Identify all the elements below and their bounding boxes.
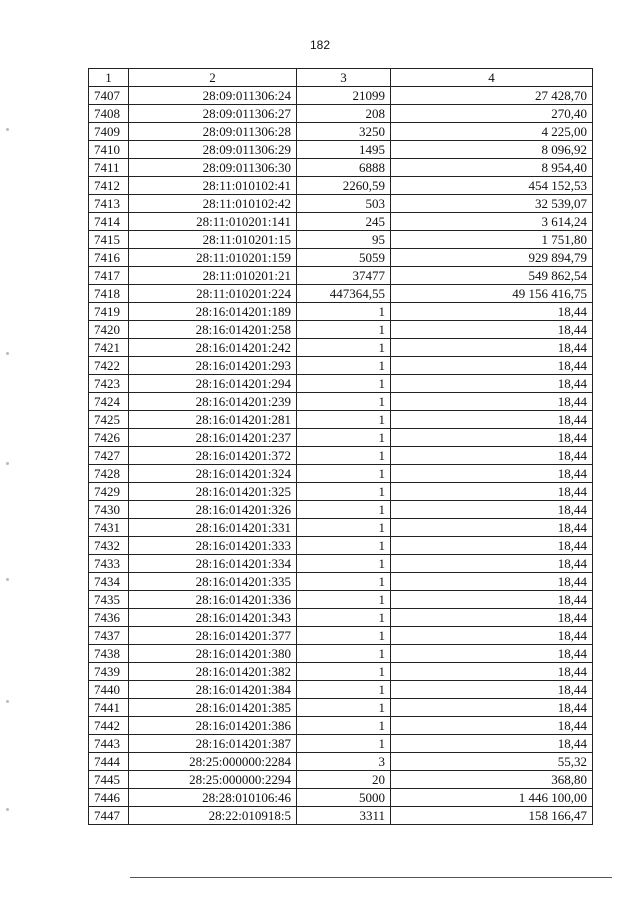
table-row: [89, 771, 593, 789]
row-number-cell: 7442: [89, 717, 129, 735]
area-cell: 1: [297, 483, 391, 501]
value-cell: 18,44: [391, 735, 593, 753]
row-number-cell: 7408: [89, 105, 129, 123]
area-cell: 1: [297, 447, 391, 465]
row-number-cell: 7434: [89, 573, 129, 591]
row-number-cell: 7424: [89, 393, 129, 411]
cadastral-number-cell: 28:16:014201:325: [129, 483, 297, 501]
value-cell: 929 894,79: [391, 249, 593, 267]
row-number-cell: 7433: [89, 555, 129, 573]
cadastral-number-cell: 28:16:014201:336: [129, 591, 297, 609]
cadastral-number-cell: 28:25:000000:2294: [129, 771, 297, 789]
table-row: [89, 537, 593, 555]
area-cell: 1: [297, 465, 391, 483]
cadastral-number-cell: 28:16:014201:331: [129, 519, 297, 537]
row-number-cell: 7426: [89, 429, 129, 447]
column-header: 2: [129, 69, 297, 87]
value-cell: 18,44: [391, 645, 593, 663]
value-cell: 18,44: [391, 555, 593, 573]
row-number-cell: 7416: [89, 249, 129, 267]
table-row: [89, 87, 593, 105]
area-cell: 5059: [297, 249, 391, 267]
cadastral-number-cell: 28:22:010918:5: [129, 807, 297, 825]
area-cell: 1495: [297, 141, 391, 159]
area-cell: 1: [297, 555, 391, 573]
table-row: [89, 753, 593, 771]
area-cell: 1: [297, 375, 391, 393]
table-header-row: [89, 69, 593, 87]
area-cell: 1: [297, 609, 391, 627]
value-cell: 368,80: [391, 771, 593, 789]
value-cell: 18,44: [391, 537, 593, 555]
cadastral-number-cell: 28:16:014201:326: [129, 501, 297, 519]
value-cell: 18,44: [391, 573, 593, 591]
value-cell: 18,44: [391, 429, 593, 447]
area-cell: 1: [297, 339, 391, 357]
table-row: [89, 663, 593, 681]
area-cell: 1: [297, 519, 391, 537]
cadastral-number-cell: 28:16:014201:384: [129, 681, 297, 699]
value-cell: 18,44: [391, 447, 593, 465]
area-cell: 1: [297, 393, 391, 411]
cadastral-number-cell: 28:11:010102:42: [129, 195, 297, 213]
row-number-cell: 7423: [89, 375, 129, 393]
table-row: [89, 231, 593, 249]
table-row: [89, 519, 593, 537]
value-cell: 18,44: [391, 375, 593, 393]
area-cell: 3311: [297, 807, 391, 825]
column-header: 4: [391, 69, 593, 87]
scan-speck: [6, 700, 9, 703]
row-number-cell: 7415: [89, 231, 129, 249]
table-row: [89, 807, 593, 825]
cadastral-number-cell: 28:25:000000:2284: [129, 753, 297, 771]
row-number-cell: 7436: [89, 609, 129, 627]
area-cell: 3: [297, 753, 391, 771]
area-cell: 1: [297, 537, 391, 555]
table-row: [89, 411, 593, 429]
value-cell: 18,44: [391, 627, 593, 645]
table-row: [89, 789, 593, 807]
area-cell: 1: [297, 501, 391, 519]
area-cell: 1: [297, 717, 391, 735]
table-row: [89, 645, 593, 663]
cadastral-number-cell: 28:16:014201:335: [129, 573, 297, 591]
cadastral-number-cell: 28:16:014201:380: [129, 645, 297, 663]
area-cell: 208: [297, 105, 391, 123]
row-number-cell: 7447: [89, 807, 129, 825]
area-cell: 5000: [297, 789, 391, 807]
bottom-rule: [130, 877, 612, 878]
row-number-cell: 7419: [89, 303, 129, 321]
value-cell: 8 096,92: [391, 141, 593, 159]
row-number-cell: 7446: [89, 789, 129, 807]
area-cell: 1: [297, 681, 391, 699]
table-row: [89, 285, 593, 303]
row-number-cell: 7421: [89, 339, 129, 357]
cadastral-number-cell: 28:09:011306:28: [129, 123, 297, 141]
cadastral-number-cell: 28:16:014201:372: [129, 447, 297, 465]
cadastral-number-cell: 28:11:010201:21: [129, 267, 297, 285]
area-cell: 245: [297, 213, 391, 231]
value-cell: 18,44: [391, 501, 593, 519]
cadastral-number-cell: 28:11:010201:15: [129, 231, 297, 249]
scan-speck: [6, 128, 9, 131]
value-cell: 49 156 416,75: [391, 285, 593, 303]
row-number-cell: 7431: [89, 519, 129, 537]
value-cell: 454 152,53: [391, 177, 593, 195]
cadastral-number-cell: 28:16:014201:258: [129, 321, 297, 339]
row-number-cell: 7427: [89, 447, 129, 465]
cadastral-number-cell: 28:16:014201:324: [129, 465, 297, 483]
table-row: [89, 375, 593, 393]
cadastral-number-cell: 28:09:011306:29: [129, 141, 297, 159]
value-cell: 18,44: [391, 321, 593, 339]
table-row: [89, 465, 593, 483]
row-number-cell: 7409: [89, 123, 129, 141]
row-number-cell: 7439: [89, 663, 129, 681]
value-cell: 18,44: [391, 393, 593, 411]
cadastral-number-cell: 28:16:014201:343: [129, 609, 297, 627]
table-row: [89, 177, 593, 195]
area-cell: 3250: [297, 123, 391, 141]
cadastral-number-cell: 28:16:014201:334: [129, 555, 297, 573]
scan-speck: [6, 578, 9, 581]
table-row: [89, 681, 593, 699]
table-row: [89, 591, 593, 609]
value-cell: 18,44: [391, 483, 593, 501]
table-row: [89, 717, 593, 735]
table-row: [89, 447, 593, 465]
scan-speck: [6, 352, 9, 355]
area-cell: 1: [297, 357, 391, 375]
row-number-cell: 7420: [89, 321, 129, 339]
row-number-cell: 7443: [89, 735, 129, 753]
value-cell: 270,40: [391, 105, 593, 123]
row-number-cell: 7414: [89, 213, 129, 231]
row-number-cell: 7444: [89, 753, 129, 771]
cadastral-number-cell: 28:11:010201:141: [129, 213, 297, 231]
table-row: [89, 627, 593, 645]
area-cell: 2260,59: [297, 177, 391, 195]
table-row: [89, 249, 593, 267]
column-header: 3: [297, 69, 391, 87]
cadastral-number-cell: 28:16:014201:293: [129, 357, 297, 375]
value-cell: 18,44: [391, 717, 593, 735]
table-row: [89, 483, 593, 501]
table-row: [89, 339, 593, 357]
row-number-cell: 7411: [89, 159, 129, 177]
area-cell: 95: [297, 231, 391, 249]
cadastral-number-cell: 28:16:014201:189: [129, 303, 297, 321]
cadastral-number-cell: 28:11:010201:224: [129, 285, 297, 303]
value-cell: 32 539,07: [391, 195, 593, 213]
page-number: 182: [309, 38, 331, 52]
area-cell: 1: [297, 627, 391, 645]
row-number-cell: 7412: [89, 177, 129, 195]
scan-speck: [6, 808, 9, 811]
table-row: [89, 699, 593, 717]
value-cell: 18,44: [391, 681, 593, 699]
row-number-cell: 7432: [89, 537, 129, 555]
value-cell: 18,44: [391, 339, 593, 357]
value-cell: 18,44: [391, 609, 593, 627]
row-number-cell: 7435: [89, 591, 129, 609]
value-cell: 18,44: [391, 663, 593, 681]
cadastral-number-cell: 28:11:010102:41: [129, 177, 297, 195]
area-cell: 6888: [297, 159, 391, 177]
row-number-cell: 7407: [89, 87, 129, 105]
area-cell: 1: [297, 303, 391, 321]
row-number-cell: 7441: [89, 699, 129, 717]
registry-table: [88, 68, 593, 825]
table-row: [89, 123, 593, 141]
table-row: [89, 267, 593, 285]
area-cell: 20: [297, 771, 391, 789]
area-cell: 1: [297, 321, 391, 339]
area-cell: 1: [297, 591, 391, 609]
cadastral-number-cell: 28:16:014201:382: [129, 663, 297, 681]
cadastral-number-cell: 28:16:014201:242: [129, 339, 297, 357]
table-row: [89, 609, 593, 627]
value-cell: 4 225,00: [391, 123, 593, 141]
row-number-cell: 7438: [89, 645, 129, 663]
table-row: [89, 429, 593, 447]
table-row: [89, 501, 593, 519]
table-row: [89, 321, 593, 339]
area-cell: 1: [297, 411, 391, 429]
table-row: [89, 159, 593, 177]
cadastral-number-cell: 28:16:014201:333: [129, 537, 297, 555]
cadastral-number-cell: 28:16:014201:387: [129, 735, 297, 753]
area-cell: 1: [297, 735, 391, 753]
scan-speck: [6, 462, 9, 465]
cadastral-number-cell: 28:16:014201:237: [129, 429, 297, 447]
table-row: [89, 555, 593, 573]
area-cell: 1: [297, 645, 391, 663]
row-number-cell: 7430: [89, 501, 129, 519]
cadastral-number-cell: 28:16:014201:377: [129, 627, 297, 645]
value-cell: 55,32: [391, 753, 593, 771]
cadastral-number-cell: 28:09:011306:24: [129, 87, 297, 105]
cadastral-number-cell: 28:16:014201:239: [129, 393, 297, 411]
value-cell: 549 862,54: [391, 267, 593, 285]
value-cell: 18,44: [391, 591, 593, 609]
area-cell: 447364,55: [297, 285, 391, 303]
area-cell: 1: [297, 663, 391, 681]
value-cell: 3 614,24: [391, 213, 593, 231]
value-cell: 1 751,80: [391, 231, 593, 249]
area-cell: 1: [297, 573, 391, 591]
row-number-cell: 7418: [89, 285, 129, 303]
cadastral-number-cell: 28:16:014201:294: [129, 375, 297, 393]
row-number-cell: 7422: [89, 357, 129, 375]
value-cell: 18,44: [391, 465, 593, 483]
cadastral-number-cell: 28:09:011306:27: [129, 105, 297, 123]
cadastral-number-cell: 28:28:010106:46: [129, 789, 297, 807]
table-row: [89, 141, 593, 159]
row-number-cell: 7413: [89, 195, 129, 213]
table-row: [89, 303, 593, 321]
row-number-cell: 7410: [89, 141, 129, 159]
table-row: [89, 735, 593, 753]
table-row: [89, 105, 593, 123]
table-row: [89, 357, 593, 375]
table-row: [89, 393, 593, 411]
value-cell: 18,44: [391, 699, 593, 717]
cadastral-number-cell: 28:16:014201:385: [129, 699, 297, 717]
row-number-cell: 7425: [89, 411, 129, 429]
column-header: 1: [89, 69, 129, 87]
value-cell: 18,44: [391, 357, 593, 375]
value-cell: 158 166,47: [391, 807, 593, 825]
row-number-cell: 7437: [89, 627, 129, 645]
row-number-cell: 7440: [89, 681, 129, 699]
cadastral-number-cell: 28:16:014201:281: [129, 411, 297, 429]
value-cell: 18,44: [391, 519, 593, 537]
value-cell: 1 446 100,00: [391, 789, 593, 807]
area-cell: 1: [297, 699, 391, 717]
value-cell: 18,44: [391, 411, 593, 429]
cadastral-number-cell: 28:16:014201:386: [129, 717, 297, 735]
cadastral-number-cell: 28:09:011306:30: [129, 159, 297, 177]
table-row: [89, 213, 593, 231]
value-cell: 8 954,40: [391, 159, 593, 177]
cadastral-number-cell: 28:11:010201:159: [129, 249, 297, 267]
area-cell: 21099: [297, 87, 391, 105]
row-number-cell: 7417: [89, 267, 129, 285]
area-cell: 503: [297, 195, 391, 213]
row-number-cell: 7428: [89, 465, 129, 483]
table-row: [89, 573, 593, 591]
area-cell: 1: [297, 429, 391, 447]
table-row: [89, 195, 593, 213]
value-cell: 18,44: [391, 303, 593, 321]
area-cell: 37477: [297, 267, 391, 285]
row-number-cell: 7429: [89, 483, 129, 501]
row-number-cell: 7445: [89, 771, 129, 789]
value-cell: 27 428,70: [391, 87, 593, 105]
